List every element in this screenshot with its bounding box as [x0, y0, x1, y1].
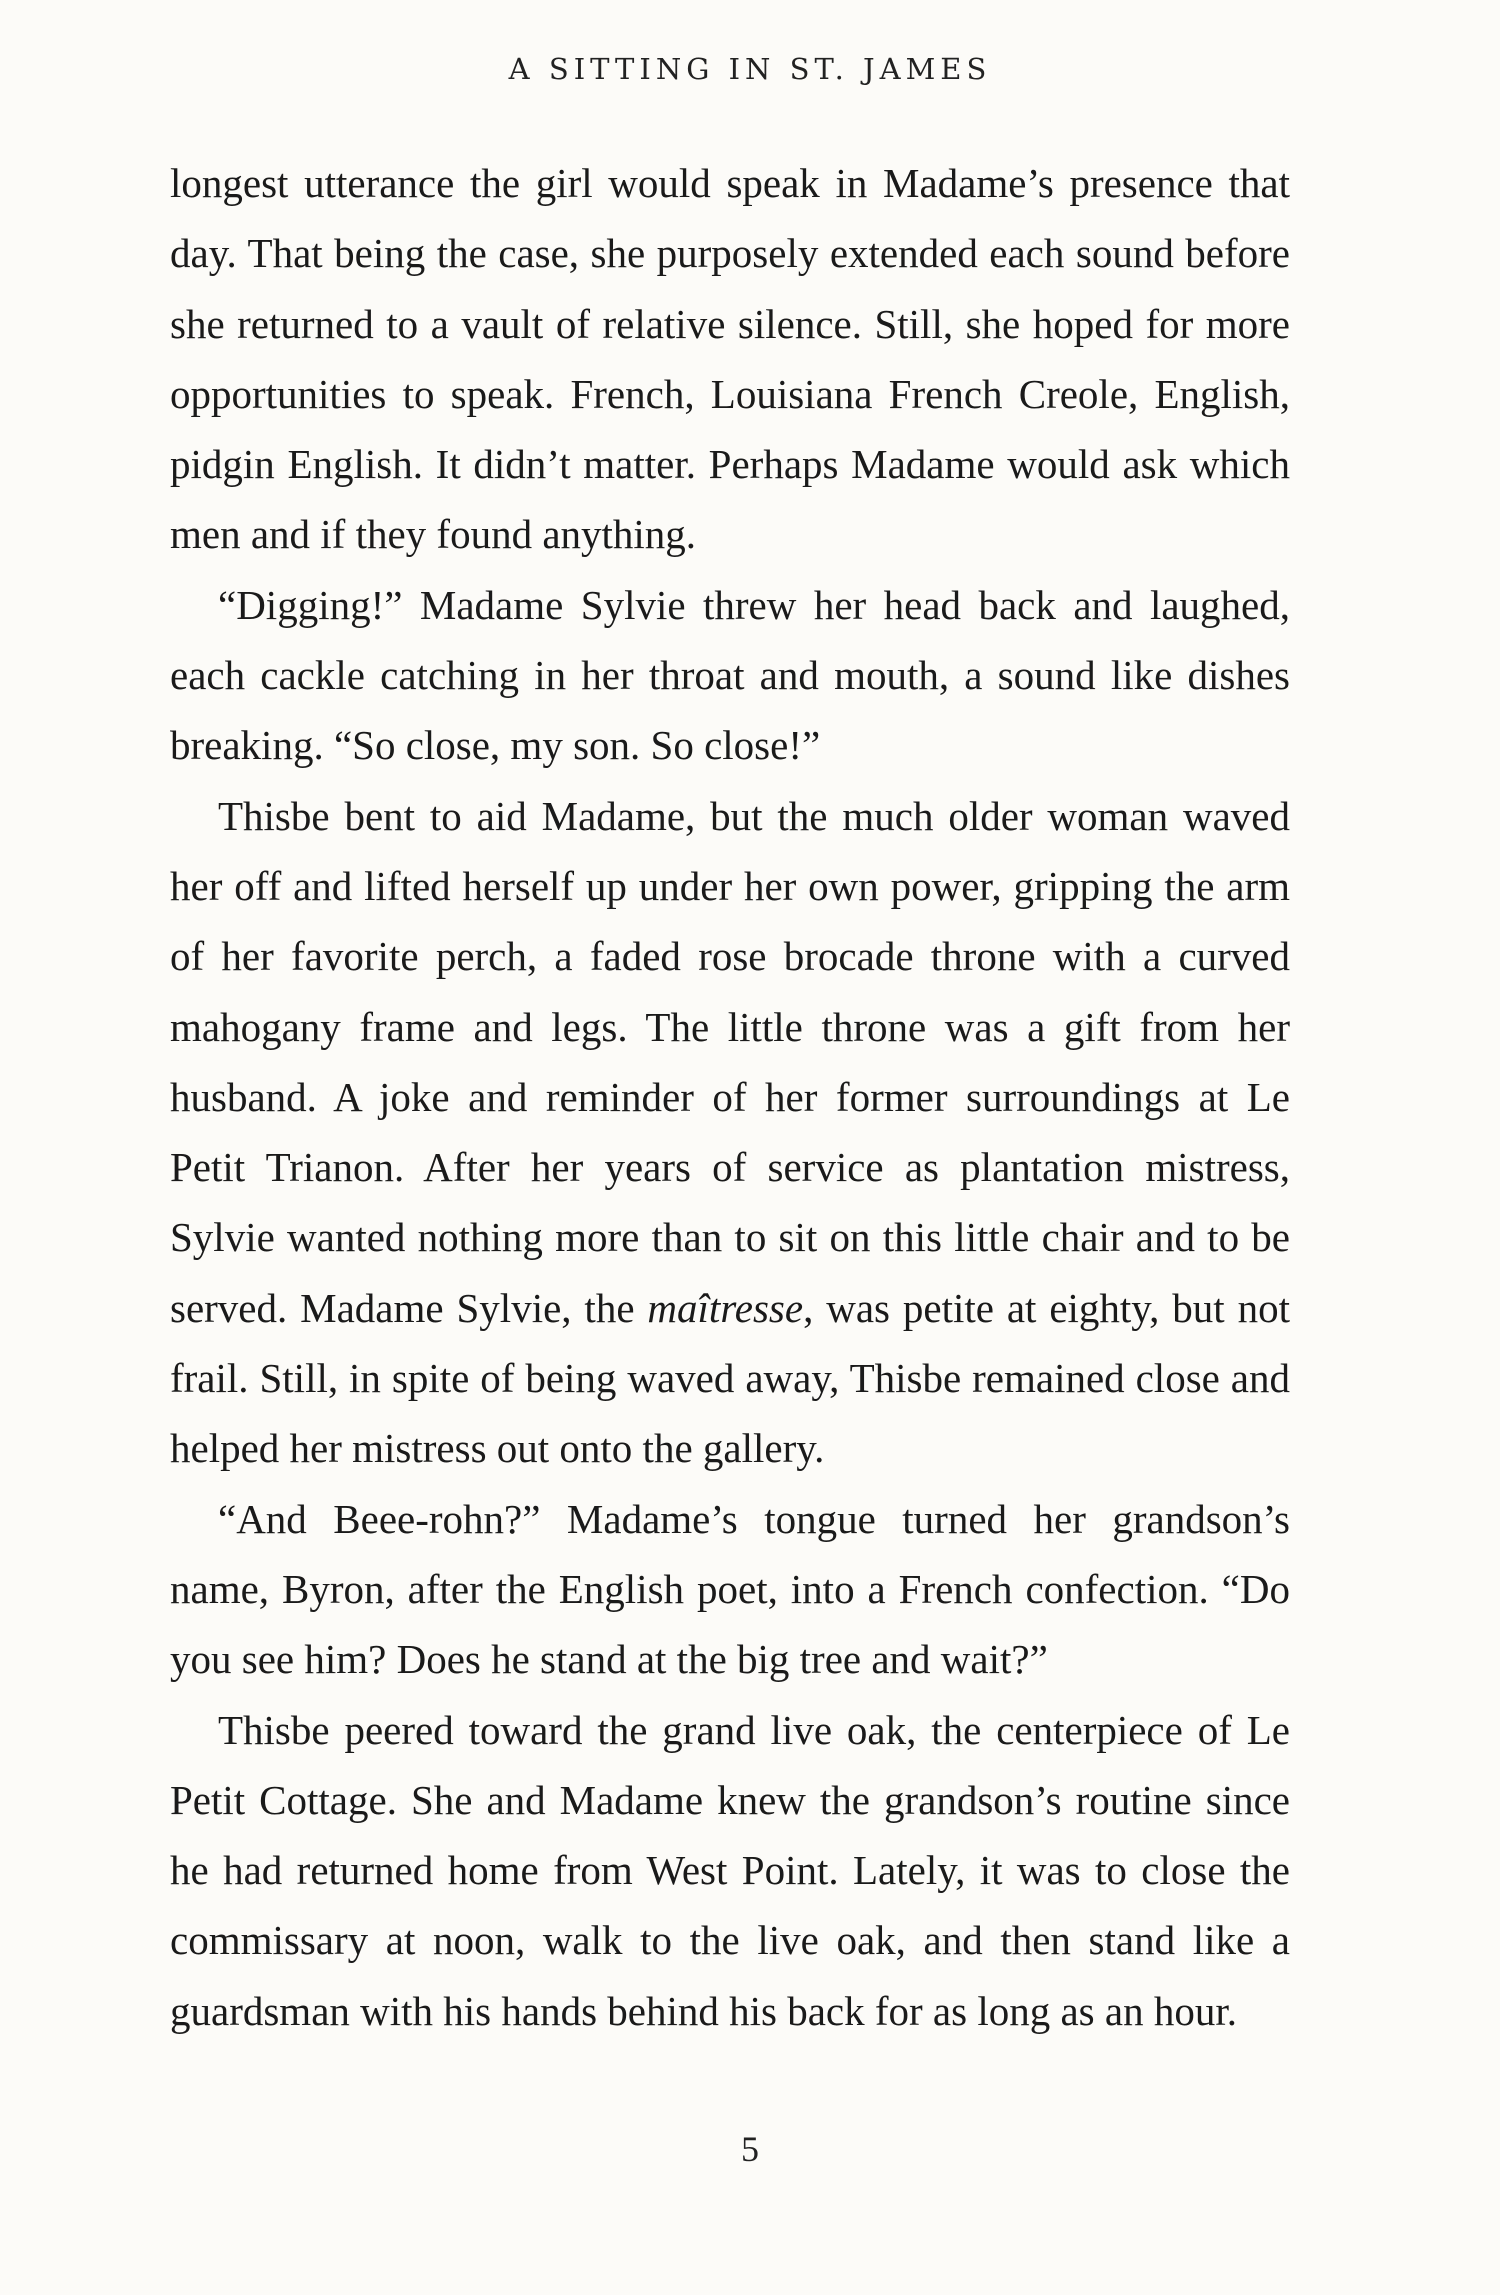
body-text [170, 148, 1290, 2046]
paragraph-beee-rohn: “And Beee-rohn?” Madame’s tongue turned her grandson’s name, Byron, after the English poet, into a French confection. “Do you see him? Does he stand at the big tree and wait?” [170, 1495, 1290, 1683]
paragraph-thisbe-aid-text: Thisbe bent to aid Madame, but the much older woman waved her off and lifted herself up under her own power, gripping the arm of her favorite perch, a faded rose brocade throne with a curved mahogany frame and legs. The little throne was a gift from her husband. A joke and reminder of her former surroundings at Le Petit Trianon. After her years of service as plantation mistress, Sylvie wanted nothing more than to sit on this little chair and to be served. Madame Sylvie, the [170, 792, 1290, 1331]
paragraph-thisbe-aid [170, 781, 1290, 1484]
running-header: A SITTING IN ST. JAMES [508, 52, 992, 86]
paragraph-continued: longest utterance the girl would speak in Madame’s presence that day. That being the case, she purposely extended each sound before she returned to a vault of relative silence. Still, she hoped for more opportunities to speak. French, Louisiana French Creole, English, pidgin English. It didn’t matter. Perhaps Madame would ask which men and if they found anything. [170, 160, 1290, 558]
page-number: 5 [741, 2129, 759, 2169]
italic-word-maitresse: maîtresse [647, 1284, 804, 1331]
paragraph-live-oak: Thisbe peered toward the grand live oak, the centerpiece of Le Petit Cottage. She and Madame knew the grandson’s routine since he had returned home from West Point. Lately, it was to close the commissary at noon, walk to the live oak, and then stand like a guardsman with his hands behind his back for as long as an hour. [170, 1706, 1290, 2034]
paragraph-thisbe-aid-text-after: , was petite at eighty, but not frail. Still, in spite of being waved away, Thisbe remained close and helped her mistress out onto the gallery. [170, 1284, 1290, 1472]
paragraph-digging: “Digging!” Madame Sylvie threw her head back and laughed, each cackle catching in her throat and mouth, a sound like dishes breaking. “So close, my son. So close!” [170, 581, 1290, 769]
